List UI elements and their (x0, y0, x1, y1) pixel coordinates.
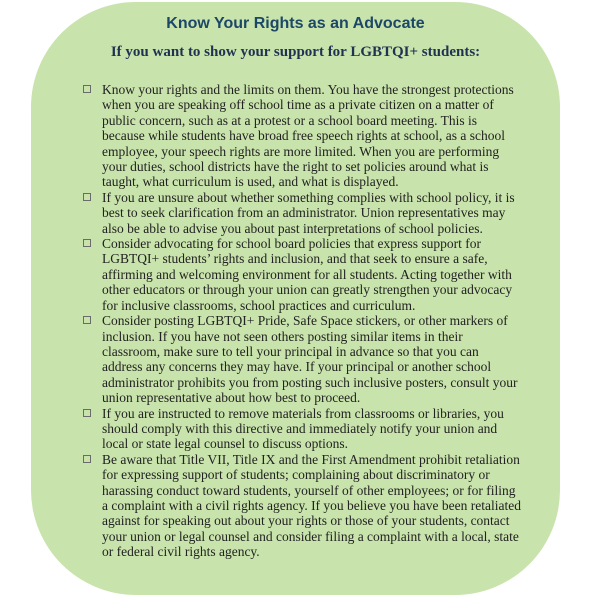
card-title: Know Your Rights as an Advocate (166, 15, 425, 32)
checkbox-icon (83, 409, 91, 417)
list-item (83, 82, 522, 190)
checkbox-icon (83, 455, 91, 463)
bullet-text: If you are unsure about whether something complies with school policy, it is best to seek clarification from an administrator. Union representatives may also be able to advise you about past interpretations of school policies. (102, 189, 515, 236)
list-item (83, 313, 522, 405)
checkbox-icon (83, 316, 91, 324)
list-item (83, 452, 522, 560)
rights-card (31, 2, 560, 595)
bullet-text: Know your rights and the limits on them. You have the strongest protections when you are speaking off school time as a private citizen on a matter of public concern, such as at a protest or a school board meeting. This is because while students have broad free speech rights at school, as a school employee, your speech rights are more limited. When you are performing your duties, school districts have the right to set policies around what is taught, what curriculum is used, and what is displayed. (102, 82, 514, 190)
bullet-text: If you are instructed to remove materials from classrooms or libraries, you should comply with this directive and immediately notify your union and local or state legal counsel to discuss options. (102, 405, 504, 452)
bullet-text: Consider advocating for school board policies that express support for LGBTQI+ students’ rights and inclusion, and that seek to ensure a safe, affirming and welcoming environment for all students. Acting together with other educators or through your union can greatly strengthen your advocacy for inclusive classrooms, school practices and curriculum. (102, 236, 513, 313)
checkbox-icon (83, 239, 91, 247)
bullet-text: Be aware that Title VII, Title IX and the First Amendment prohibit retaliation for expressing support of students; complaining about discriminatory or harassing conduct toward students, yourself of other employees; or for filing a complaint with a civil rights agency. If you believe you have been retaliated against for speaking out about your rights or those of your students, contact your union or legal counsel and consider filing a complaint with a local, state or federal civil rights agency. (102, 451, 521, 560)
list-item (83, 190, 522, 236)
bullet-text: Consider posting LGBTQI+ Pride, Safe Space stickers, or other markers of inclusion. If you have not seen others posting similar items in their classroom, make sure to tell your principal in advance so that you can address any concerns they may have. If your principal or another school administrator prohibits you from posting such inclusive posters, consult your union representative about how best to proceed. (102, 313, 518, 406)
list-item (83, 406, 522, 452)
list-item (83, 236, 522, 313)
card-subtitle: If you want to show your support for LGBTQI+ students: (110, 44, 481, 60)
checkbox-icon (83, 193, 91, 201)
bullet-list (31, 82, 560, 560)
checkbox-icon (83, 85, 91, 93)
